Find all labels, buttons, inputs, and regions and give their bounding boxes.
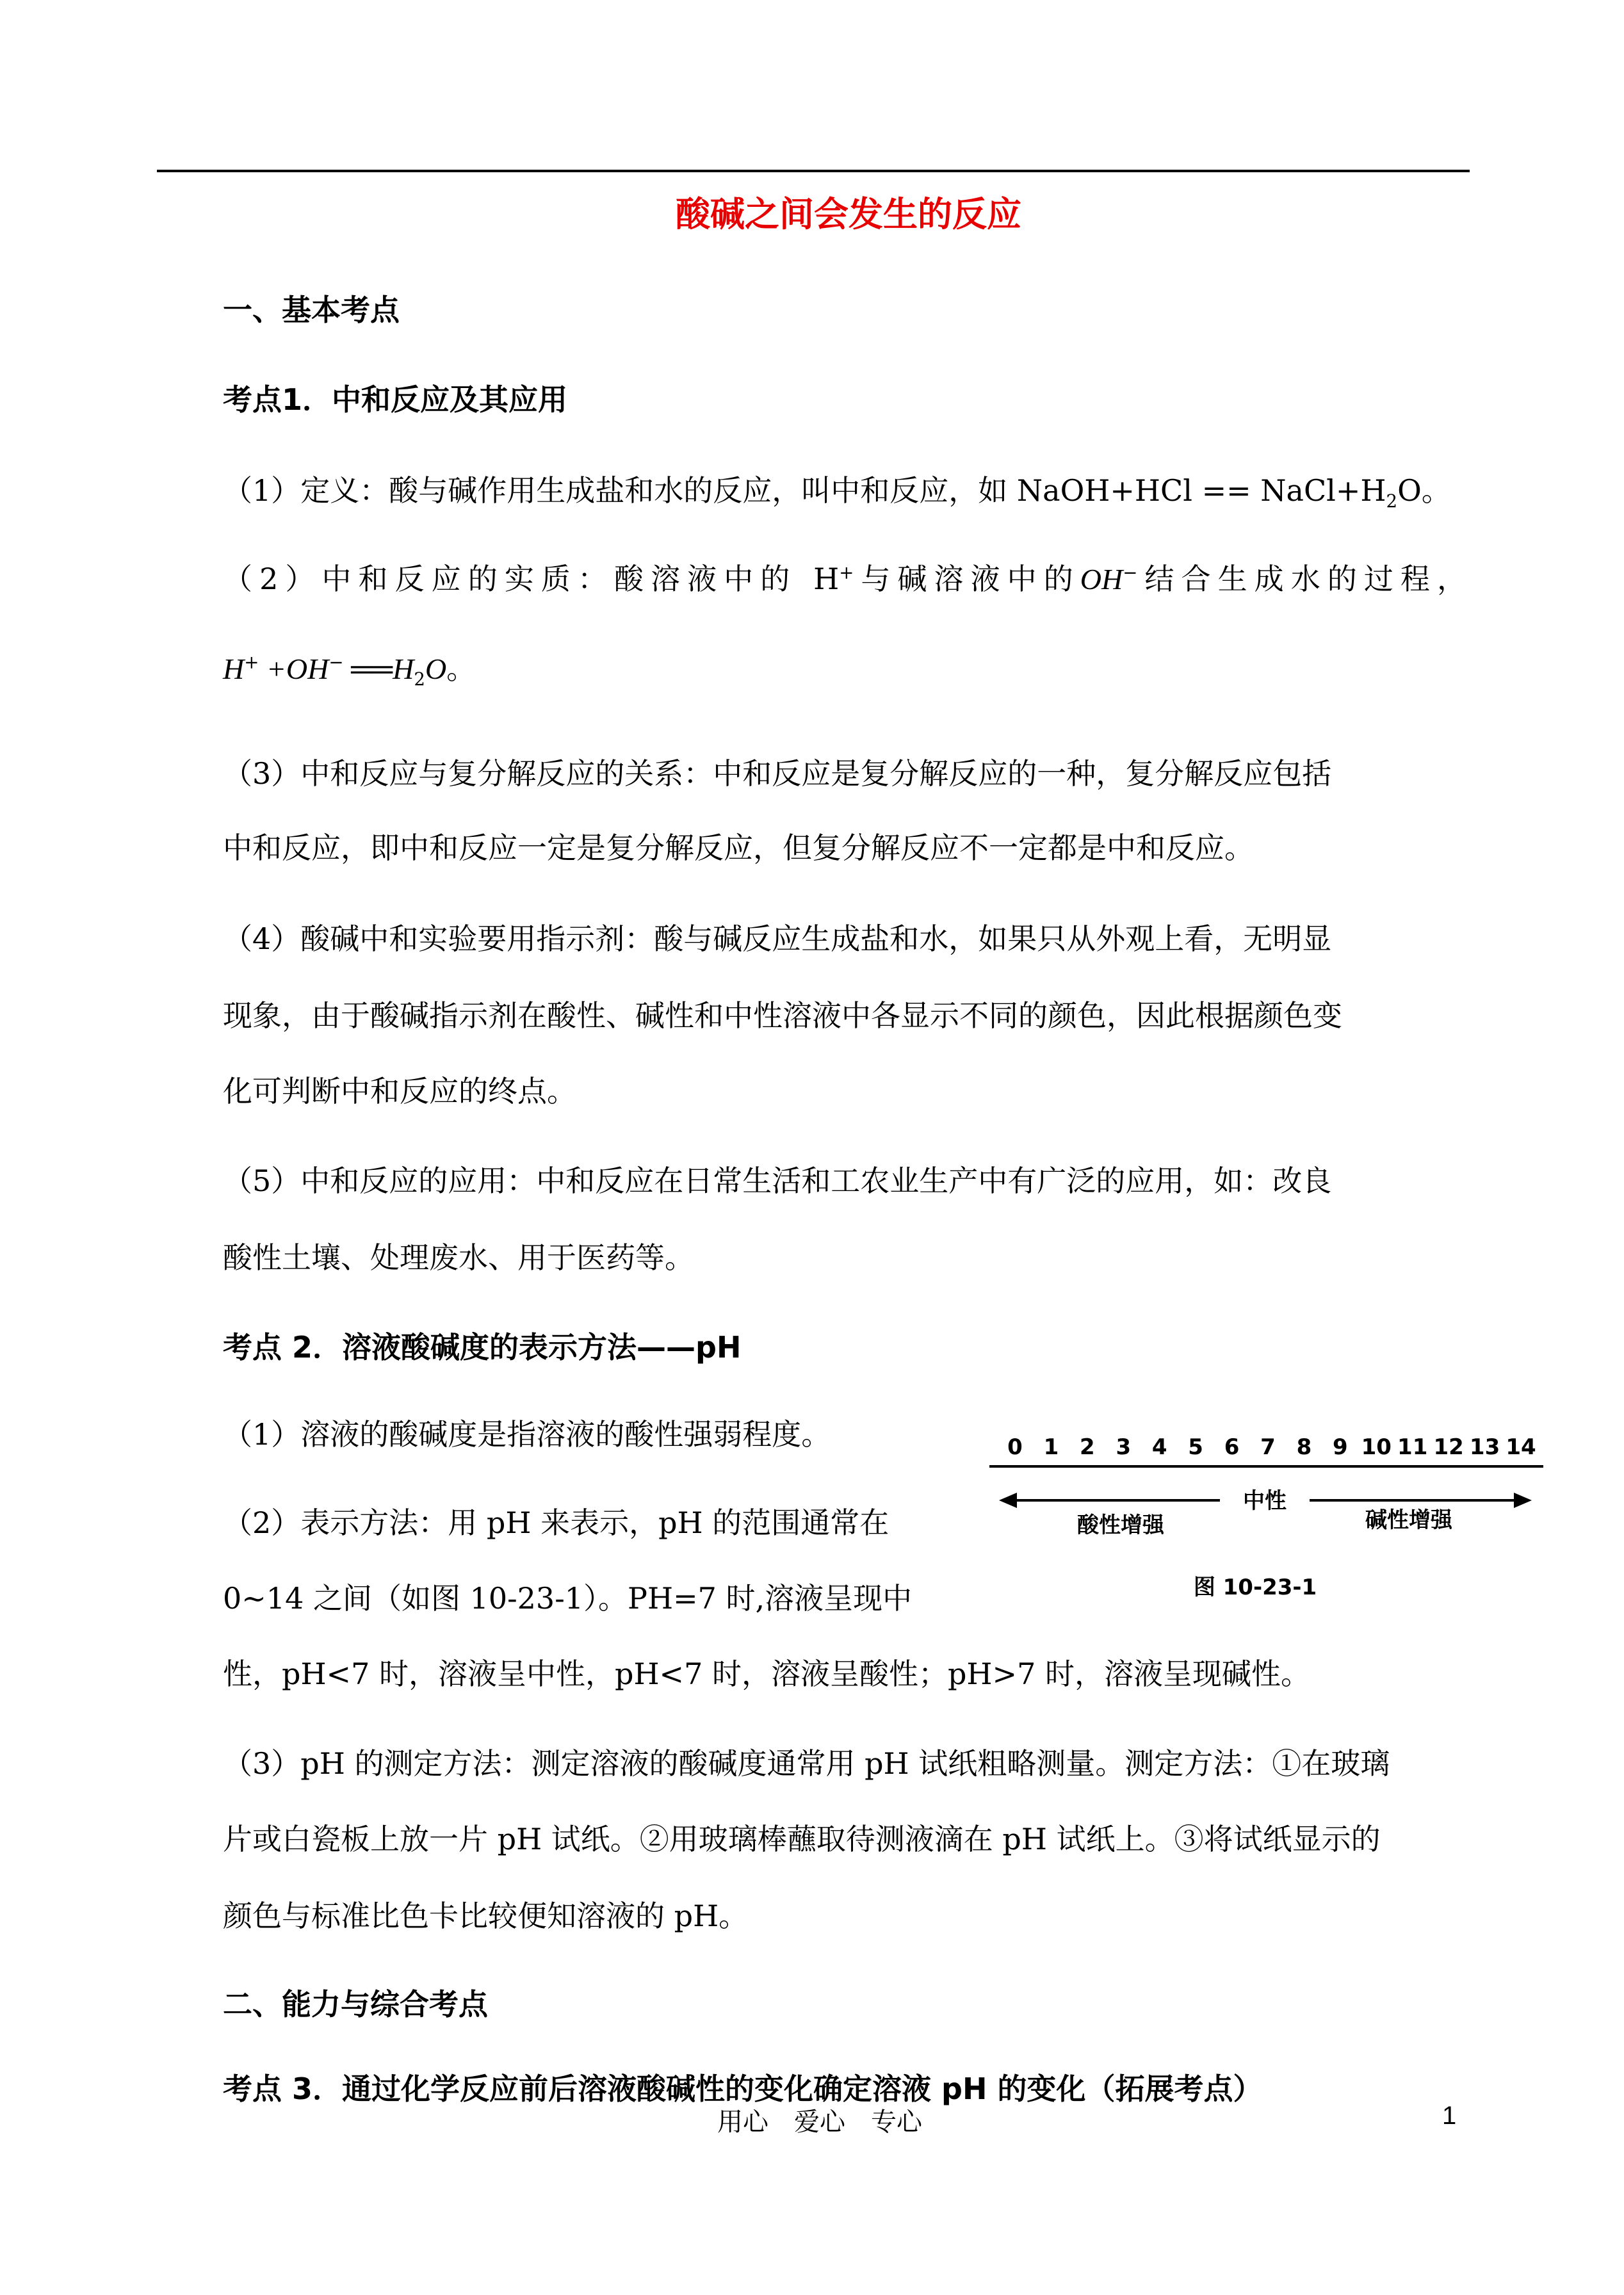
point-heading-1: 考点1．中和反应及其应用 (223, 382, 568, 417)
ph-tick-0: 0 (1007, 1434, 1023, 1460)
paragraph-indicator-line2: 现象，由于酸碱指示剂在酸性、碱性和中性溶液中各显示不同的颜色，因此根据颜色变 (223, 998, 1342, 1033)
eq-o: O (425, 653, 447, 685)
definition-text-end: O。 (1397, 473, 1451, 508)
paragraph-indicator-line1: （4）酸碱中和实验要用指示剂：酸与碱反应生成盐和水，如果只从外观上看，无明显 (223, 921, 1332, 956)
paragraph-ph-definition: （1）溶液的酸碱度是指溶液的酸性强弱程度。 (223, 1417, 831, 1452)
header-rule (157, 170, 1470, 172)
paragraph-ph-measure-line1: （3）pH 的测定方法：测定溶液的酸碱度通常用 pH 试纸粗略测量。测定方法：①在玻璃 (223, 1746, 1390, 1781)
oh-minus-sup: − (1123, 562, 1138, 583)
paragraph-relation-line2: 中和反应，即中和反应一定是复分解反应，但复分解反应不一定都是中和反应。 (223, 831, 1254, 865)
ph-tick-14: 14 (1506, 1434, 1536, 1460)
definition-text: （1）定义：酸与碱作用生成盐和水的反应，叫中和反应，如 NaOH+HCl == NaCl+H (223, 473, 1386, 508)
ph-tick-13: 13 (1469, 1434, 1500, 1460)
eq-end: 。 (446, 651, 476, 686)
figure-caption: 图 10-23-1 (1193, 1575, 1317, 1600)
ph-tick-labels (1007, 1434, 1536, 1460)
paragraph-ph-method-line3: 性，pH<7 时，溶液呈中性，pH<7 时，溶液呈酸性；pH>7 时，溶液呈现碱性。 (223, 1657, 1310, 1691)
ph-tick-9: 9 (1333, 1434, 1348, 1460)
ph-tick-5: 5 (1188, 1434, 1203, 1460)
ph-tick-1: 1 (1043, 1434, 1059, 1460)
neutralization-equation (223, 645, 476, 690)
paragraph-ph-measure-line2: 片或白瓷板上放一片 pH 试纸。②用玻璃棒蘸取待测液滴在 pH 试纸上。③将试纸显示的 (223, 1822, 1381, 1856)
eq-h2: ══H (343, 653, 414, 685)
point-heading-2: 考点 2．溶液酸碱度的表示方法——pH (223, 1330, 742, 1365)
paragraph-ph-method-line1: （2）表示方法：用 pH 来表示，pH 的范围通常在 (223, 1505, 889, 1540)
acid-arrow-head (999, 1493, 1017, 1508)
point-heading-3: 考点 3．通过化学反应前后溶液酸碱性的变化确定溶液 pH 的变化（拓展考点） (223, 2072, 1263, 2106)
essence-text-b: 与碱溶液中的 (854, 562, 1080, 596)
eq-h-plus: + (244, 651, 259, 673)
acid-label: 酸性增强 (1077, 1512, 1164, 1538)
ph-scale-figure (986, 1425, 1563, 1617)
eq-oh-minus: − (329, 651, 344, 673)
base-arrow-head (1514, 1493, 1532, 1508)
ph-tick-12: 12 (1433, 1434, 1464, 1460)
ph-tick-10: 10 (1361, 1434, 1392, 1460)
section-heading-ability: 二、能力与综合考点 (223, 1987, 488, 2022)
paragraph-essence (223, 556, 1466, 598)
paragraph-ph-measure-line3: 颜色与标准比色卡比较便知溶液的 pH。 (223, 1899, 749, 1933)
oh-formula: OH (1080, 563, 1123, 596)
ph-tick-8: 8 (1296, 1434, 1312, 1460)
eq-h2-sub: 2 (414, 669, 425, 690)
ph-tick-11: 11 (1397, 1434, 1428, 1460)
essence-text-c: 结合生成水的过程， (1137, 562, 1466, 596)
page-title: 酸碱之间会发生的反应 (676, 194, 1021, 234)
ph-tick-7: 7 (1260, 1434, 1276, 1460)
paragraph-relation-line1: （3）中和反应与复分解反应的关系：中和反应是复分解反应的一种，复分解反应包括 (223, 756, 1332, 791)
footer-motto: 用心 爱心 专心 (717, 2107, 922, 2137)
essence-text-a: （2）中和反应的实质：酸溶液中的 H (223, 562, 840, 596)
section-heading-basic: 一、基本考点 (223, 293, 400, 327)
eq-h: H (223, 653, 245, 685)
paragraph-application-line2: 酸性土壤、处理废水、用于医药等。 (223, 1240, 694, 1275)
ph-tick-4: 4 (1151, 1434, 1167, 1460)
neutral-label: 中性 (1243, 1488, 1287, 1514)
base-label: 碱性增强 (1365, 1507, 1452, 1533)
h-plus-sup: + (839, 562, 854, 583)
ph-tick-3: 3 (1116, 1434, 1132, 1460)
paragraph-application-line1: （5）中和反应的应用：中和反应在日常生活和工农业生产中有广泛的应用，如：改良 (223, 1164, 1332, 1198)
h2o-subscript: 2 (1386, 491, 1398, 512)
paragraph-definition (223, 467, 1451, 512)
ph-tick-6: 6 (1224, 1434, 1240, 1460)
page-number: 1 (1442, 2102, 1457, 2130)
paragraph-indicator-line3: 化可判断中和反应的终点。 (223, 1074, 576, 1108)
ph-tick-2: 2 (1080, 1434, 1095, 1460)
paragraph-ph-method-line2: 0~14 之间（如图 10-23-1）。PH=7 时,溶液呈现中 (223, 1581, 913, 1616)
eq-oh: +OH (259, 653, 329, 685)
